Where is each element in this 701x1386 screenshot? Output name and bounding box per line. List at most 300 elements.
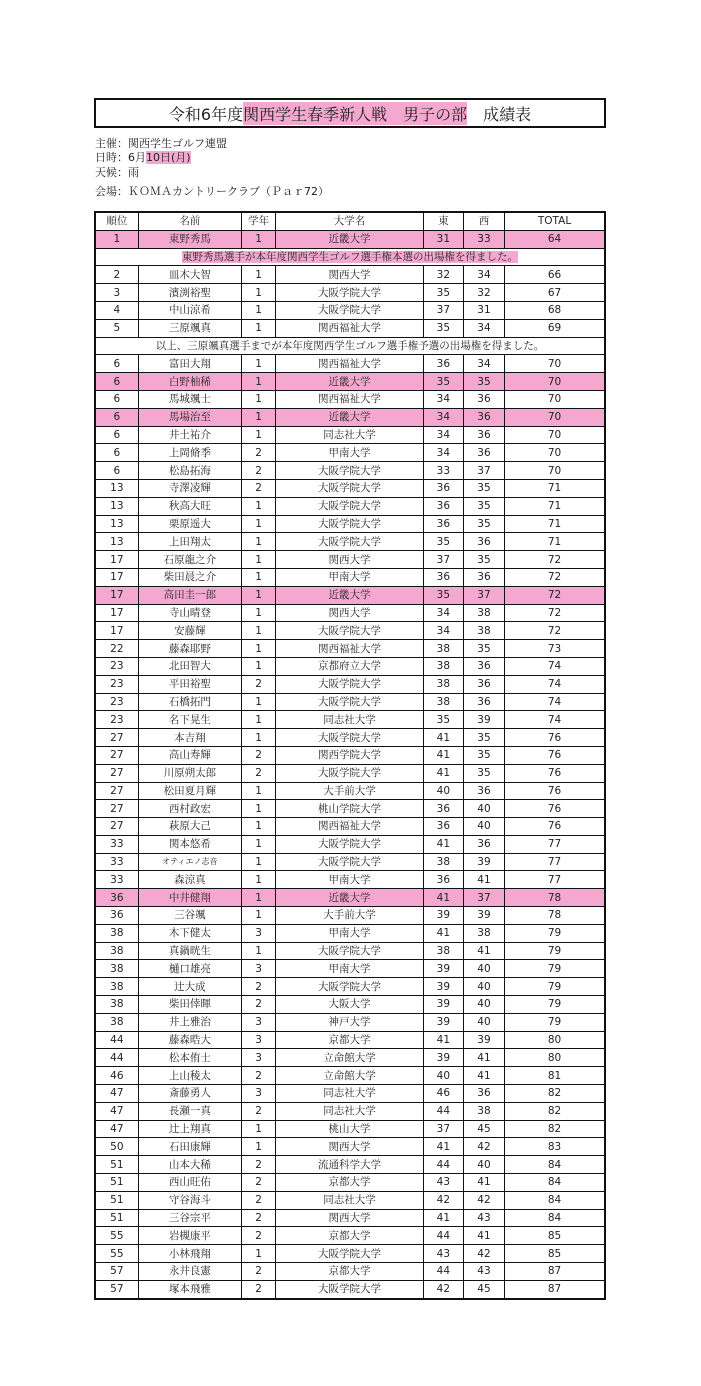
name-cell: 上田翔太 [138,533,241,551]
name-cell: 高田圭一郎 [138,586,241,604]
total-cell: 72 [505,622,605,640]
name-cell: 長瀬一真 [138,1102,241,1120]
total-cell: 85 [505,1227,605,1245]
grade-cell: 1 [242,711,276,729]
header-west: 西 [463,212,504,230]
name-cell: 上山稜太 [138,1067,241,1085]
table-row [95,996,605,1014]
total-cell: 70 [505,390,605,408]
table-row [95,640,605,658]
header-grade: 学年 [242,212,276,230]
east-score-cell: 34 [423,622,463,640]
name-cell: 上岡脩季 [138,444,241,462]
university-cell: 大阪学院大学 [276,284,424,302]
grade-cell: 2 [242,1067,276,1085]
university-cell: 大阪学院大学 [276,622,424,640]
table-row [95,230,605,248]
rank-cell: 23 [95,693,138,711]
table-row [95,622,605,640]
table-row [95,1156,605,1174]
grade-cell: 3 [242,960,276,978]
table-row [95,1085,605,1103]
organizer: 主催：関西学生ゴルフ連盟 [95,137,227,150]
total-cell: 77 [505,835,605,853]
university-cell: 大阪学院大学 [276,479,424,497]
total-cell: 80 [505,1031,605,1049]
name-cell: 樋口雄亮 [138,960,241,978]
west-score-cell: 40 [463,800,504,818]
grade-cell: 1 [242,426,276,444]
university-cell: 近畿大学 [276,230,424,248]
total-cell: 76 [505,818,605,836]
university-cell: 関西大学 [276,551,424,569]
total-cell: 79 [505,942,605,960]
total-cell: 74 [505,711,605,729]
header-east: 東 [423,212,463,230]
rank-cell: 51 [95,1156,138,1174]
west-score-cell: 36 [463,426,504,444]
grade-cell: 1 [242,800,276,818]
east-score-cell: 35 [423,373,463,391]
total-cell: 74 [505,657,605,675]
rank-cell: 1 [95,230,138,248]
name-cell: 松島拓海 [138,462,241,480]
rank-cell: 51 [95,1191,138,1209]
header-university: 大学名 [276,212,424,230]
name-cell: 名下晃生 [138,711,241,729]
table-row [95,426,605,444]
total-cell: 74 [505,675,605,693]
rank-cell: 5 [95,319,138,337]
grade-cell: 1 [242,230,276,248]
university-cell: 大阪学院大学 [276,497,424,515]
report-title [94,98,606,128]
east-score-cell: 31 [423,230,463,248]
name-cell: 平田裕聖 [138,675,241,693]
university-cell: 大阪学院大学 [276,301,424,319]
total-cell: 78 [505,889,605,907]
rank-cell: 47 [95,1085,138,1103]
table-row [95,782,605,800]
rank-cell: 17 [95,604,138,622]
grade-cell: 1 [242,889,276,907]
university-cell: 近畿大学 [276,586,424,604]
university-cell: 大阪学院大学 [276,1280,424,1298]
west-score-cell: 41 [463,1067,504,1085]
note-text: 東野秀馬選手が本年度関西学生ゴルフ選手権本選の出場権を得ました。 [182,250,518,263]
west-score-cell: 38 [463,604,504,622]
university-cell: 大阪学院大学 [276,675,424,693]
total-cell: 68 [505,301,605,319]
grade-cell: 1 [242,835,276,853]
note-row [95,337,605,355]
table-row [95,373,605,391]
name-cell: 三原颯真 [138,319,241,337]
rank-cell: 22 [95,640,138,658]
university-cell: 同志社大学 [276,1191,424,1209]
table-row [95,871,605,889]
table-row [95,568,605,586]
table-row [95,284,605,302]
grade-cell: 1 [242,1245,276,1263]
east-score-cell: 39 [423,1049,463,1067]
east-score-cell: 36 [423,871,463,889]
table-row [95,889,605,907]
rank-cell: 6 [95,426,138,444]
rank-cell: 27 [95,782,138,800]
grade-cell: 1 [242,942,276,960]
grade-cell: 2 [242,1174,276,1192]
name-cell: 斎藤勇人 [138,1085,241,1103]
west-score-cell: 45 [463,1120,504,1138]
university-cell: 大阪学院大学 [276,533,424,551]
table-row [95,551,605,569]
table-row [95,1263,605,1281]
grade-cell: 1 [242,871,276,889]
table-body [95,230,605,1298]
total-cell: 70 [505,373,605,391]
table-row [95,408,605,426]
grade-cell: 2 [242,462,276,480]
west-score-cell: 42 [463,1138,504,1156]
table-row [95,711,605,729]
west-score-cell: 43 [463,1263,504,1281]
grade-cell: 1 [242,373,276,391]
table-row [95,462,605,480]
name-cell: 西村政宏 [138,800,241,818]
rank-cell: 17 [95,586,138,604]
table-row [95,1227,605,1245]
name-cell: 寺山晴登 [138,604,241,622]
rank-cell: 57 [95,1263,138,1281]
table-row [95,657,605,675]
name-cell: 真鍋晄生 [138,942,241,960]
total-cell: 76 [505,746,605,764]
east-score-cell: 41 [423,924,463,942]
name-cell: 安藤輝 [138,622,241,640]
grade-cell: 2 [242,1102,276,1120]
west-score-cell: 39 [463,907,504,925]
west-score-cell: 35 [463,640,504,658]
east-score-cell: 34 [423,426,463,444]
rank-cell: 27 [95,729,138,747]
grade-cell: 1 [242,604,276,622]
rank-cell: 27 [95,800,138,818]
name-cell: 石田康輝 [138,1138,241,1156]
name-cell: 木下健太 [138,924,241,942]
university-cell: 大阪学院大学 [276,942,424,960]
name-cell: 井土祐介 [138,426,241,444]
west-score-cell: 38 [463,924,504,942]
total-cell: 73 [505,640,605,658]
grade-cell: 2 [242,675,276,693]
weather: 天候：雨 [95,166,139,179]
university-cell: 京都大学 [276,1031,424,1049]
name-cell: 辻大成 [138,978,241,996]
west-score-cell: 36 [463,444,504,462]
name-cell: 三谷宗平 [138,1209,241,1227]
qualification-note [95,248,605,266]
name-cell: 柴田晨之介 [138,568,241,586]
west-score-cell: 41 [463,1227,504,1245]
grade-cell: 1 [242,355,276,373]
west-score-cell: 40 [463,1013,504,1031]
rank-cell: 51 [95,1174,138,1192]
rank-cell: 13 [95,533,138,551]
east-score-cell: 41 [423,1031,463,1049]
grade-cell: 1 [242,533,276,551]
total-cell: 80 [505,1049,605,1067]
grade-cell: 3 [242,1013,276,1031]
east-score-cell: 34 [423,390,463,408]
name-cell: オティエノ志音 [138,853,241,871]
university-cell: 立命館大学 [276,1049,424,1067]
west-score-cell: 35 [463,479,504,497]
grade-cell: 1 [242,818,276,836]
grade-cell: 3 [242,924,276,942]
east-score-cell: 41 [423,764,463,782]
grade-cell: 1 [242,907,276,925]
university-cell: 京都大学 [276,1227,424,1245]
rank-cell: 57 [95,1280,138,1298]
rank-cell: 36 [95,889,138,907]
grade-cell: 1 [242,408,276,426]
rank-cell: 3 [95,284,138,302]
east-score-cell: 39 [423,907,463,925]
total-cell: 82 [505,1085,605,1103]
table-row [95,1174,605,1192]
west-score-cell: 36 [463,1085,504,1103]
name-cell: 東野秀馬 [138,230,241,248]
west-score-cell: 40 [463,1156,504,1174]
rank-cell: 17 [95,568,138,586]
rank-cell: 6 [95,355,138,373]
grade-cell: 2 [242,479,276,497]
total-cell: 82 [505,1120,605,1138]
total-cell: 71 [505,533,605,551]
university-cell: 甲南大学 [276,924,424,942]
title-prefix: 令和6年度 [168,104,244,124]
university-cell: 大手前大学 [276,782,424,800]
rank-cell: 50 [95,1138,138,1156]
table-row [95,675,605,693]
total-cell: 84 [505,1191,605,1209]
east-score-cell: 36 [423,479,463,497]
rank-cell: 23 [95,711,138,729]
west-score-cell: 35 [463,551,504,569]
total-cell: 70 [505,444,605,462]
grade-cell: 2 [242,746,276,764]
name-cell: 北田智大 [138,657,241,675]
east-score-cell: 41 [423,746,463,764]
rank-cell: 55 [95,1245,138,1263]
total-cell: 78 [505,907,605,925]
east-score-cell: 43 [423,1174,463,1192]
name-cell: 松田夏月輝 [138,782,241,800]
west-score-cell: 40 [463,960,504,978]
west-score-cell: 45 [463,1280,504,1298]
name-cell: 辻上翔真 [138,1120,241,1138]
university-cell: 甲南大学 [276,568,424,586]
grade-cell: 2 [242,444,276,462]
rank-cell: 23 [95,675,138,693]
east-score-cell: 38 [423,853,463,871]
total-cell: 77 [505,871,605,889]
table-row [95,960,605,978]
name-cell: 岩槻康平 [138,1227,241,1245]
grade-cell: 1 [242,266,276,284]
total-cell: 76 [505,782,605,800]
table-row [95,1280,605,1298]
grade-cell: 1 [242,319,276,337]
grade-cell: 1 [242,782,276,800]
west-score-cell: 36 [463,675,504,693]
west-score-cell: 31 [463,301,504,319]
rank-cell: 2 [95,266,138,284]
total-cell: 76 [505,729,605,747]
west-score-cell: 36 [463,835,504,853]
university-cell: 関西福祉大学 [276,640,424,658]
total-cell: 70 [505,426,605,444]
name-cell: 高山寿輝 [138,746,241,764]
university-cell: 関西福祉大学 [276,390,424,408]
title-highlight: 関西学生春季新人戦 男子の部 [243,102,467,125]
rank-cell: 17 [95,551,138,569]
west-score-cell: 35 [463,373,504,391]
table-row [95,479,605,497]
east-score-cell: 35 [423,586,463,604]
university-cell: 同志社大学 [276,1102,424,1120]
east-score-cell: 39 [423,996,463,1014]
west-score-cell: 38 [463,622,504,640]
university-cell: 甲南大学 [276,871,424,889]
table-row [95,1013,605,1031]
name-cell: 富田大翔 [138,355,241,373]
east-score-cell: 42 [423,1191,463,1209]
table-row [95,1049,605,1067]
west-score-cell: 36 [463,782,504,800]
note-row [95,248,605,266]
west-score-cell: 40 [463,978,504,996]
east-score-cell: 38 [423,942,463,960]
east-score-cell: 36 [423,800,463,818]
university-cell: 同志社大学 [276,1085,424,1103]
west-score-cell: 36 [463,390,504,408]
rank-cell: 27 [95,818,138,836]
east-score-cell: 36 [423,355,463,373]
west-score-cell: 39 [463,1031,504,1049]
name-cell: 守谷海斗 [138,1191,241,1209]
east-score-cell: 34 [423,604,463,622]
table-row [95,266,605,284]
rank-cell: 6 [95,390,138,408]
university-cell: 関西学院大学 [276,746,424,764]
east-score-cell: 38 [423,657,463,675]
university-cell: 大阪学院大学 [276,1245,424,1263]
west-score-cell: 41 [463,871,504,889]
total-cell: 72 [505,586,605,604]
west-score-cell: 37 [463,586,504,604]
university-cell: 大阪学院大学 [276,729,424,747]
grade-cell: 2 [242,764,276,782]
rank-cell: 33 [95,853,138,871]
east-score-cell: 39 [423,978,463,996]
total-cell: 87 [505,1280,605,1298]
total-cell: 84 [505,1209,605,1227]
table-row [95,907,605,925]
name-cell: 永井良憲 [138,1263,241,1281]
grade-cell: 1 [242,586,276,604]
east-score-cell: 44 [423,1227,463,1245]
name-cell: 中井健翔 [138,889,241,907]
name-cell: 馬城颯士 [138,390,241,408]
west-score-cell: 37 [463,462,504,480]
table-row [95,1209,605,1227]
rank-cell: 47 [95,1120,138,1138]
west-score-cell: 38 [463,1102,504,1120]
table-row [95,586,605,604]
name-cell: 寺澤凌輝 [138,479,241,497]
name-cell: 三谷颯 [138,907,241,925]
west-score-cell: 41 [463,1049,504,1067]
table-row [95,355,605,373]
east-score-cell: 39 [423,960,463,978]
table-row [95,800,605,818]
results-table [94,211,606,1300]
west-score-cell: 34 [463,266,504,284]
grade-cell: 1 [242,657,276,675]
total-cell: 79 [505,978,605,996]
table-row [95,818,605,836]
grade-cell: 2 [242,996,276,1014]
west-score-cell: 40 [463,996,504,1014]
table-row [95,390,605,408]
grade-cell: 2 [242,1227,276,1245]
table-row [95,835,605,853]
rank-cell: 27 [95,764,138,782]
table-header-row [95,212,605,230]
west-score-cell: 35 [463,746,504,764]
total-cell: 72 [505,604,605,622]
university-cell: 立命館大学 [276,1067,424,1085]
rank-cell: 47 [95,1102,138,1120]
total-cell: 77 [505,853,605,871]
east-score-cell: 35 [423,319,463,337]
total-cell: 66 [505,266,605,284]
west-score-cell: 35 [463,764,504,782]
rank-cell: 38 [95,1013,138,1031]
university-cell: 大阪大学 [276,996,424,1014]
table-row [95,1245,605,1263]
table-row [95,497,605,515]
east-score-cell: 44 [423,1102,463,1120]
rank-cell: 44 [95,1031,138,1049]
east-score-cell: 38 [423,640,463,658]
name-cell: 本吉翔 [138,729,241,747]
total-cell: 84 [505,1156,605,1174]
table-row [95,533,605,551]
grade-cell: 2 [242,1156,276,1174]
east-score-cell: 35 [423,284,463,302]
university-cell: 流通科学大学 [276,1156,424,1174]
total-cell: 74 [505,693,605,711]
date-label: 日時：6月 [95,151,146,164]
east-score-cell: 38 [423,693,463,711]
date-highlight: 10日(月) [146,151,191,164]
east-score-cell: 36 [423,568,463,586]
grade-cell: 1 [242,568,276,586]
rank-cell: 46 [95,1067,138,1085]
